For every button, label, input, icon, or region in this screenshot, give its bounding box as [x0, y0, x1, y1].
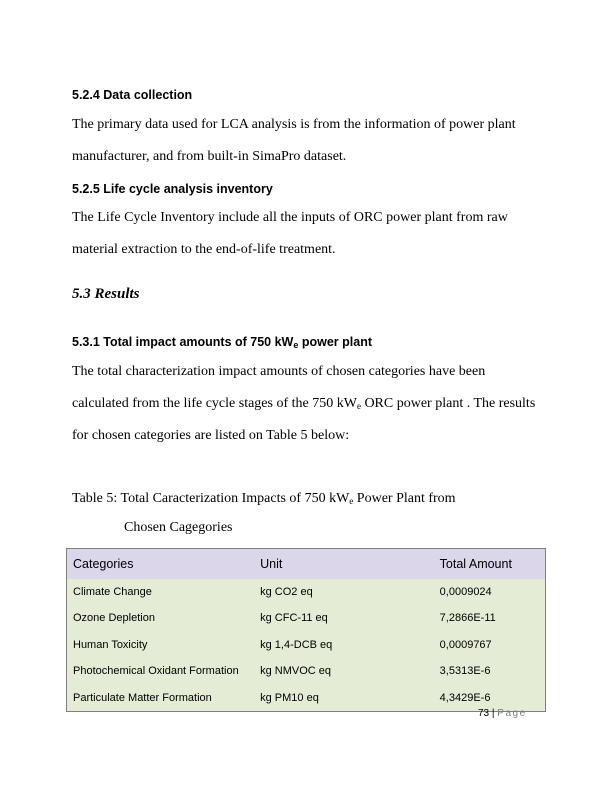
- section-heading-total-impact: [72, 335, 372, 350]
- cell-amount: 7,2866E-11: [439, 612, 496, 625]
- heading-text: power plant: [298, 335, 372, 349]
- column-header-categories: Categories: [73, 556, 134, 571]
- text: Table 5: Total Caracterization Impacts of 750 kW: [72, 491, 350, 506]
- cell-unit: kg NMVOC eq: [260, 665, 332, 678]
- text: Power Plant from: [353, 491, 456, 506]
- paragraph-line: [72, 396, 535, 412]
- table-caption-line2: Chosen Cagegories: [124, 520, 233, 535]
- cell-amount: 0,0009024: [439, 585, 492, 598]
- table-row: [67, 579, 546, 606]
- footer-separator: |: [491, 708, 495, 719]
- column-header-total-amount: Total Amount: [439, 556, 512, 571]
- paragraph-line: manufacturer, and from built-in SimaPro dataset.: [72, 149, 347, 164]
- table-header-row: [67, 549, 546, 579]
- paragraph-line: The total characterization impact amounts of chosen categories have been: [72, 364, 486, 379]
- cell-amount: 4,3429E-6: [439, 691, 491, 704]
- table-caption: [72, 491, 456, 507]
- cell-amount: 0,0009767: [439, 638, 492, 651]
- paragraph-line: The Life Cycle Inventory include all the inputs of ORC power plant from raw: [72, 210, 508, 225]
- cell-category: Human Toxicity: [73, 638, 148, 651]
- subscript: e: [293, 340, 299, 350]
- column-header-unit: Unit: [260, 556, 283, 571]
- paragraph-line: The primary data used for LCA analysis is from the information of power plant: [72, 117, 516, 132]
- cell-category: Ozone Depletion: [73, 612, 155, 625]
- heading-text: 5.3.1 Total impact amounts of 750 kW: [72, 335, 294, 349]
- paragraph-line: for chosen categories are listed on Table 5 below:: [72, 428, 350, 443]
- page-number: 73: [478, 708, 490, 719]
- cell-amount: 3,5313E-6: [439, 665, 491, 678]
- page-label: Page: [497, 708, 527, 719]
- table-row: [67, 605, 546, 632]
- table-row: [67, 632, 546, 659]
- section-heading-results: 5.3 Results: [72, 286, 140, 302]
- cell-unit: kg CO2 eq: [260, 585, 313, 598]
- cell-unit: kg 1,4-DCB eq: [260, 638, 333, 651]
- table-row: [67, 658, 546, 685]
- impact-table: [66, 548, 546, 712]
- subscript: e: [356, 401, 361, 411]
- cell-category: Photochemical Oxidant Formation: [73, 665, 239, 678]
- text: calculated from the life cycle stages of the 750 kW: [72, 396, 357, 411]
- section-heading-data-collection: 5.2.4 Data collection: [72, 88, 193, 102]
- subscript: e: [349, 496, 354, 506]
- paragraph-line: material extraction to the end-of-life treatment.: [72, 242, 336, 257]
- cell-unit: kg PM10 eq: [260, 691, 319, 704]
- section-heading-lci: 5.2.5 Life cycle analysis inventory: [72, 182, 273, 196]
- text: ORC power plant . The results: [360, 396, 536, 411]
- cell-category: Particulate Matter Formation: [73, 691, 212, 704]
- page-footer: [478, 708, 527, 719]
- cell-category: Climate Change: [73, 585, 152, 598]
- table-row: [67, 685, 546, 712]
- cell-unit: kg CFC-11 eq: [260, 612, 328, 625]
